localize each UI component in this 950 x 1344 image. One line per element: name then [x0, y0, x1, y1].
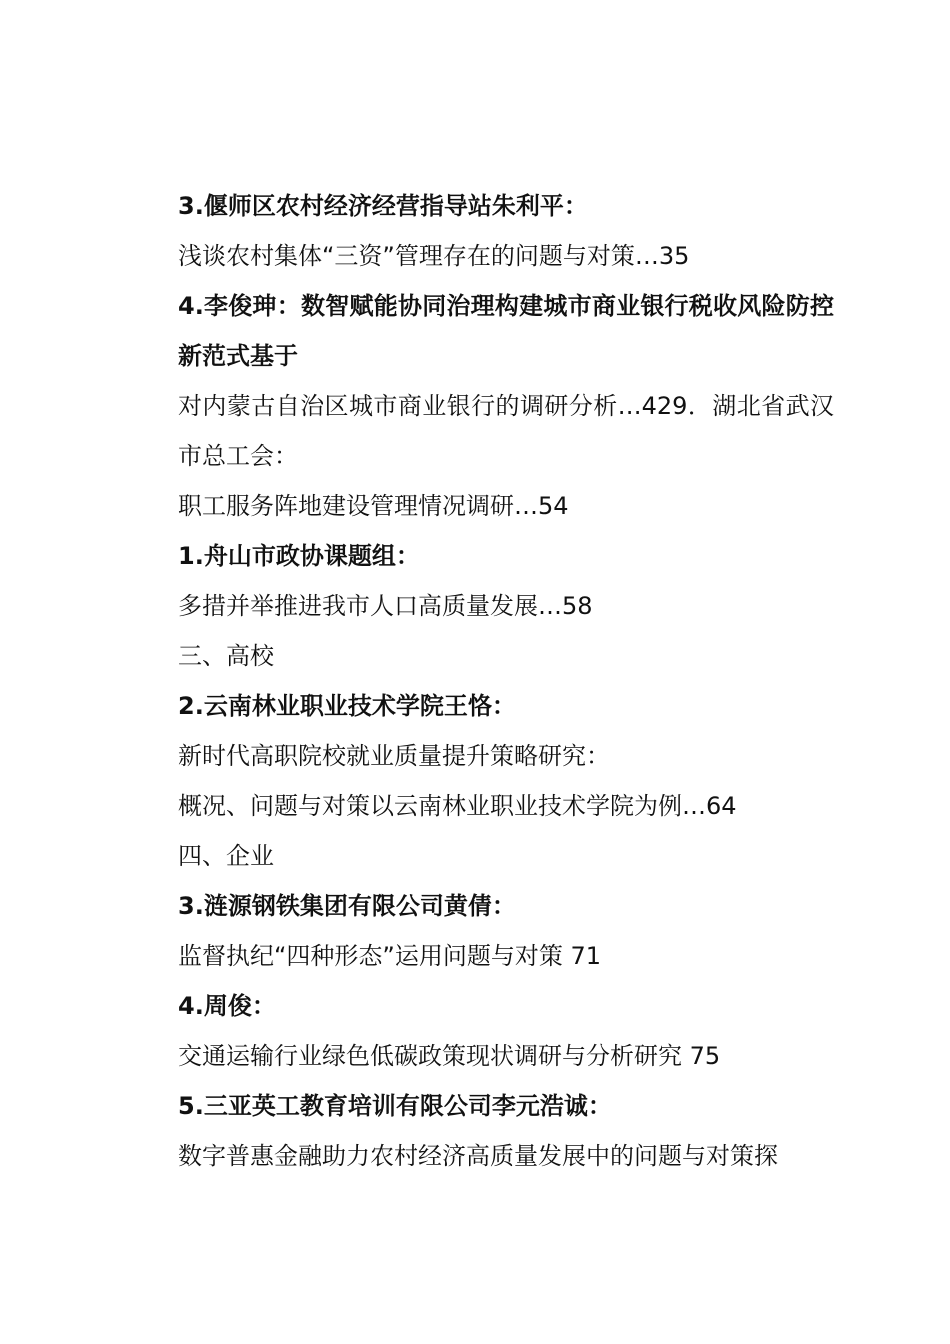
entry-title: 概况、问题与对策以云南林业职业技术学院为例…64 [178, 792, 737, 820]
table-of-contents [128, 181, 834, 1181]
entry-title: 交通运输行业绿色低碳政策现状调研与分析研究 75 [178, 1042, 721, 1070]
entry-title: 数字普惠金融助力农村经济高质量发展中的问题与对策探 [178, 1142, 778, 1170]
section-heading: 三、高校 [178, 642, 274, 670]
entry-title: 职工服务阵地建设管理情况调研…54 [178, 492, 569, 520]
entry-title: 浅谈农村集体“三资”管理存在的问题与对策…35 [178, 242, 690, 270]
entry-heading: 4.李俊珅：数智赋能协同治理构建城市商业银行税收风险防控新范式基于 [178, 292, 834, 370]
entry-heading: 3.偃师区农村经济经营指导站朱利平： [178, 192, 588, 220]
entry-heading: 5.三亚英工教育培训有限公司李元浩诚： [178, 1092, 612, 1120]
entry-heading: 4.周俊： [178, 992, 276, 1020]
entry-title: 新时代高职院校就业质量提升策略研究： [178, 742, 610, 770]
entry-heading: 3.涟源钢铁集团有限公司黄倩： [178, 892, 516, 920]
entry-heading: 2.云南林业职业技术学院王恪： [178, 692, 516, 720]
section-heading: 四、企业 [178, 842, 274, 870]
entry-heading: 1.舟山市政协课题组： [178, 542, 420, 570]
entry-title: 多措并举推进我市人口高质量发展…58 [178, 592, 593, 620]
entry-title: 监督执纪“四种形态”运用问题与对策 71 [178, 942, 602, 970]
entry-title: 对内蒙古自治区城市商业银行的调研分析…429．湖北省武汉市总工会： [178, 392, 834, 470]
